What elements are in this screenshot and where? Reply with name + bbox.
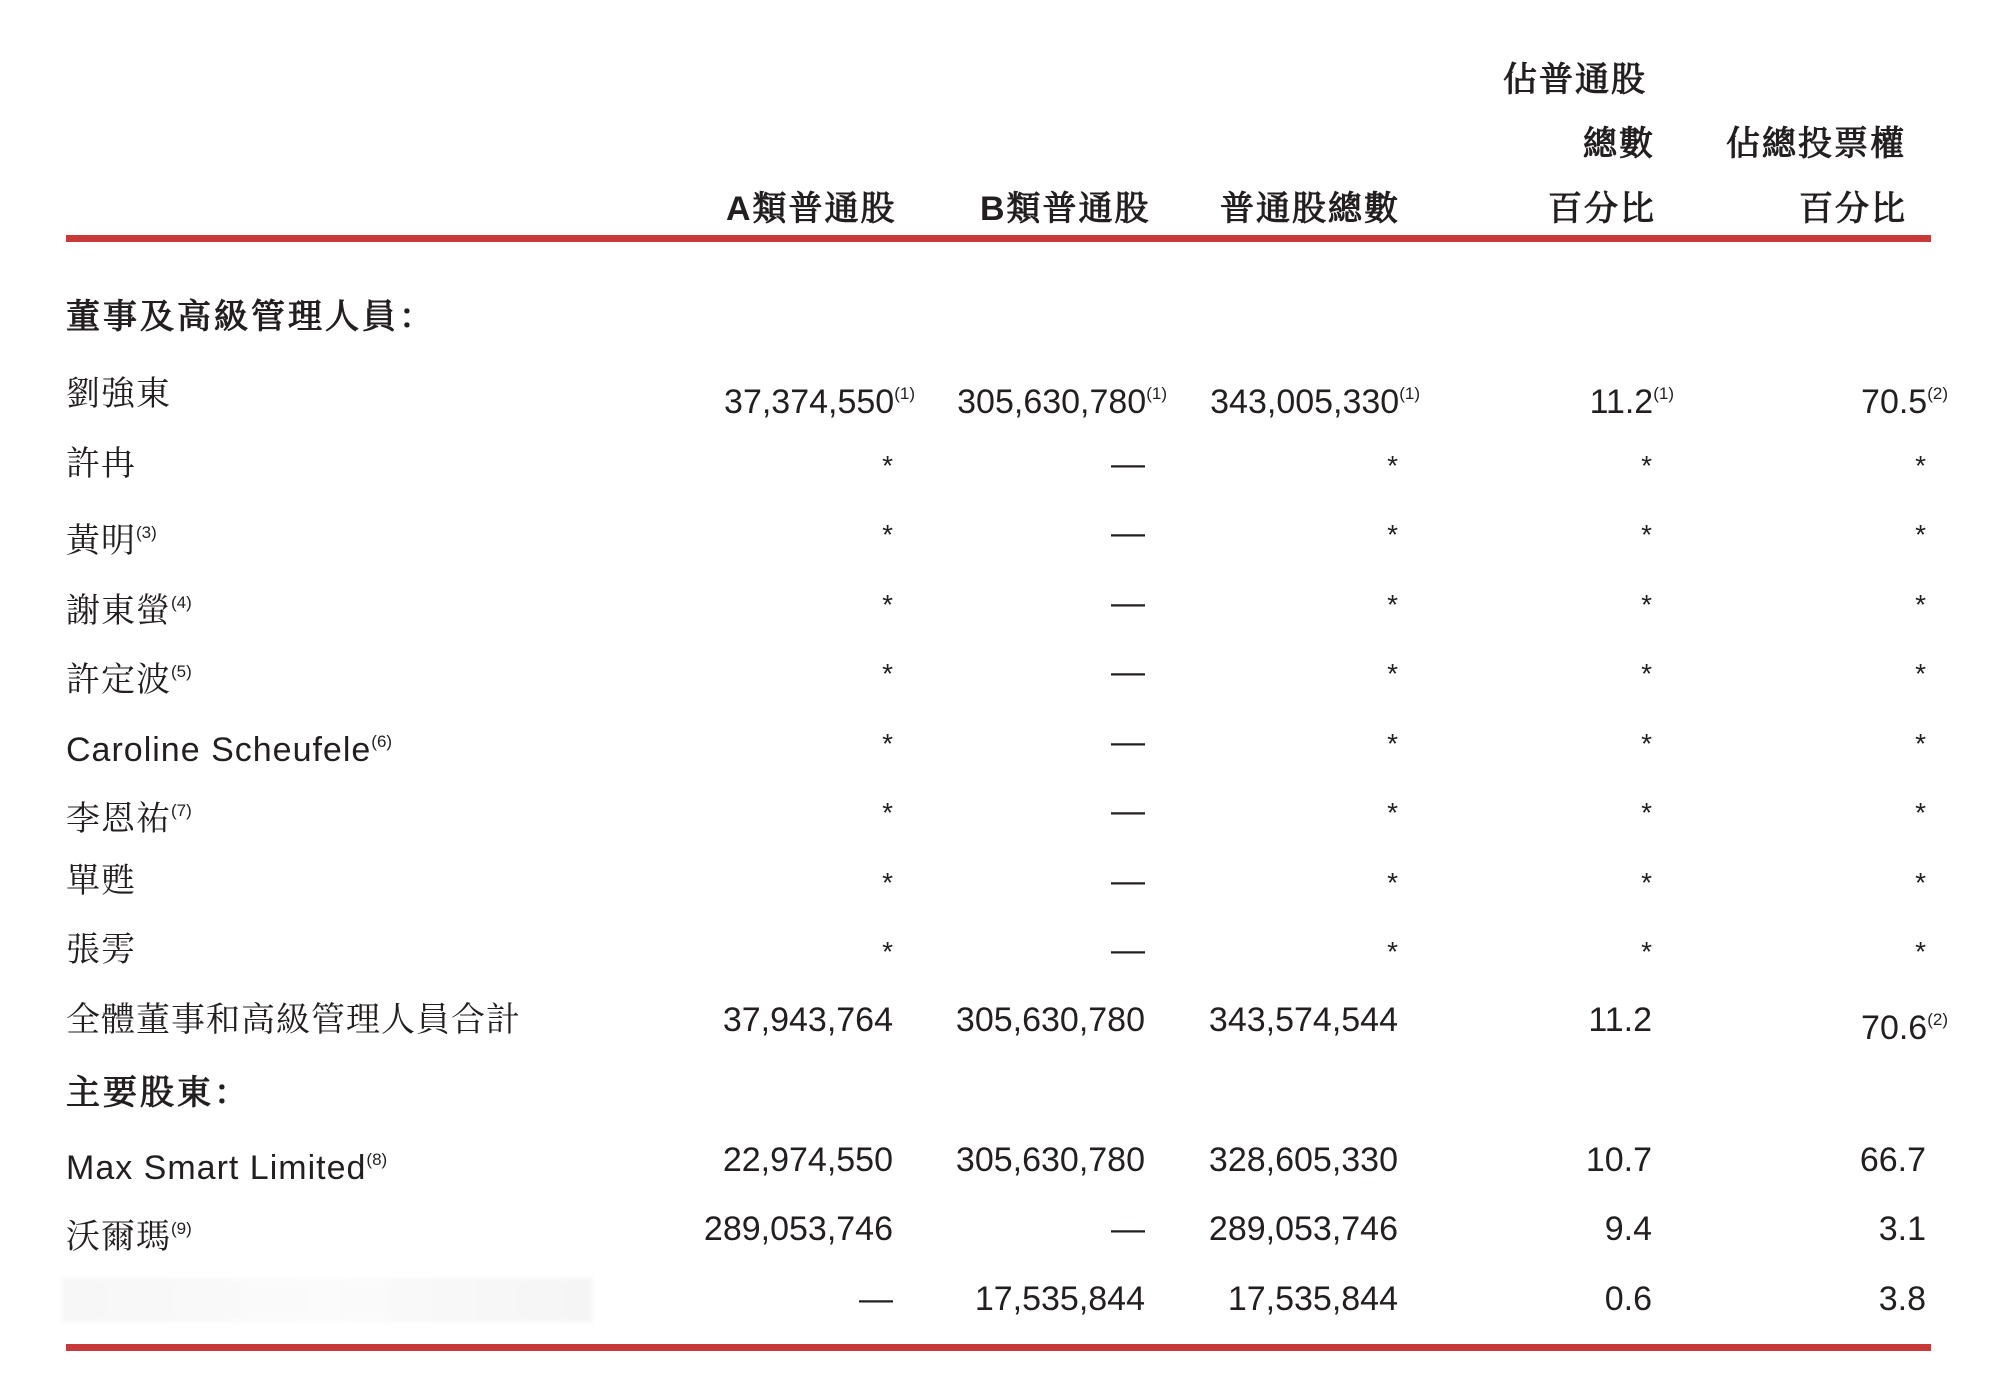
cell-total: * bbox=[1387, 519, 1398, 550]
footer-rule bbox=[66, 1344, 1931, 1351]
footnote-ref: (1) bbox=[1653, 384, 1674, 403]
cell-a: * bbox=[882, 728, 893, 759]
cell-vote: 3.8 bbox=[1878, 1280, 1926, 1318]
cell-a: 22,974,550 bbox=[722, 1141, 893, 1179]
cell-total: * bbox=[1387, 658, 1398, 689]
footnote-ref: (1) bbox=[1146, 384, 1167, 403]
cell-b: — bbox=[1111, 514, 1145, 552]
cell-vote: * bbox=[1915, 797, 1926, 828]
table-row bbox=[0, 576, 1996, 630]
table-row bbox=[0, 854, 1996, 908]
row-name: 黃明$^{(3)}$ bbox=[66, 522, 157, 560]
table-row bbox=[0, 645, 1996, 699]
cell-pct: * bbox=[1641, 867, 1652, 898]
cell-pct: * bbox=[1641, 728, 1652, 759]
cell-total: * bbox=[1387, 728, 1398, 759]
row-name: 許冉 bbox=[66, 445, 136, 483]
cell-total: 343,005,330$^{(1)}$ bbox=[1210, 383, 1420, 421]
table-row bbox=[0, 1133, 1996, 1187]
table-row bbox=[0, 715, 1996, 769]
header-class-b: B類普通股 bbox=[980, 190, 1151, 228]
cell-vote: * bbox=[1915, 658, 1926, 689]
header-rule bbox=[66, 235, 1931, 242]
cell-vote: * bbox=[1915, 450, 1926, 481]
table-row bbox=[0, 784, 1996, 838]
cell-total: 17,535,844 bbox=[1227, 1280, 1398, 1318]
cell-a: 37,943,764 bbox=[722, 1001, 893, 1039]
cell-total: * bbox=[1387, 936, 1398, 967]
table-row bbox=[0, 1202, 1996, 1256]
cell-total: 328,605,330 bbox=[1208, 1141, 1398, 1179]
redacted-name bbox=[62, 1278, 592, 1322]
cell-b: — bbox=[1111, 792, 1145, 830]
cell-b: 305,630,780 bbox=[955, 1141, 1145, 1179]
header-col4-line2: 總數 bbox=[1583, 125, 1655, 163]
cell-pct: * bbox=[1641, 450, 1652, 481]
cell-b: — bbox=[1111, 862, 1145, 900]
cell-a: * bbox=[882, 867, 893, 898]
cell-vote: 66.7 bbox=[1859, 1141, 1926, 1179]
cell-total: * bbox=[1387, 867, 1398, 898]
cell-vote: * bbox=[1915, 867, 1926, 898]
cell-b: — bbox=[1111, 931, 1145, 969]
cell-pct: * bbox=[1641, 589, 1652, 620]
cell-pct: * bbox=[1641, 797, 1652, 828]
cell-total: * bbox=[1387, 450, 1398, 481]
cell-b: 17,535,844 bbox=[974, 1280, 1145, 1318]
footnote-ref: (8) bbox=[366, 1150, 388, 1169]
cell-b: 305,630,780$^{(1)}$ bbox=[957, 383, 1167, 421]
footnote-ref: (2) bbox=[1927, 384, 1948, 403]
cell-a: * bbox=[882, 658, 893, 689]
row-name: 許定波$^{(5)}$ bbox=[66, 661, 192, 699]
cell-pct: 10.7 bbox=[1585, 1141, 1652, 1179]
cell-pct: * bbox=[1641, 936, 1652, 967]
cell-a: * bbox=[882, 936, 893, 967]
cell-pct: * bbox=[1641, 658, 1652, 689]
row-name: 李恩祐$^{(7)}$ bbox=[66, 800, 192, 838]
row-name: Max Smart Limited$^{(8)}$ bbox=[66, 1149, 388, 1187]
footnote-ref: (9) bbox=[171, 1219, 192, 1238]
cell-vote: 70.6$^{(2)}$ bbox=[1861, 1009, 1948, 1047]
cell-a: * bbox=[882, 797, 893, 828]
table-row bbox=[0, 506, 1996, 560]
cell-b: — bbox=[1111, 445, 1145, 483]
cell-a: — bbox=[859, 1280, 893, 1318]
footnote-ref: (7) bbox=[171, 801, 192, 820]
row-name: 謝東螢$^{(4)}$ bbox=[66, 592, 192, 630]
footnote-ref: (6) bbox=[371, 732, 393, 751]
footnote-ref: (1) bbox=[1399, 384, 1420, 403]
footnote-ref: (4) bbox=[171, 593, 192, 612]
header-col4-line3: 百分比 bbox=[1548, 190, 1656, 228]
cell-pct: * bbox=[1641, 519, 1652, 550]
cell-b: — bbox=[1111, 1210, 1145, 1248]
row-name: 全體董事和高級管理人員合計 bbox=[66, 1001, 521, 1039]
cell-a: 37,374,550$^{(1)}$ bbox=[724, 383, 915, 421]
row-name: 張雱 bbox=[66, 931, 136, 969]
cell-a: * bbox=[882, 519, 893, 550]
cell-vote: * bbox=[1915, 936, 1926, 967]
table-row bbox=[0, 993, 1996, 1047]
cell-vote: * bbox=[1915, 519, 1926, 550]
cell-pct: 9.4 bbox=[1604, 1210, 1652, 1248]
row-name: 劉強東 bbox=[66, 375, 171, 413]
cell-pct: 0.6 bbox=[1604, 1280, 1652, 1318]
section-directors-title: 董事及高級管理人員： bbox=[66, 298, 436, 336]
cell-vote: * bbox=[1915, 728, 1926, 759]
cell-total: 343,574,544 bbox=[1208, 1001, 1398, 1039]
table-row bbox=[0, 367, 1996, 421]
section-principal-shareholders-title: 主要股東： bbox=[66, 1074, 251, 1112]
cell-b: — bbox=[1111, 653, 1145, 691]
table-row bbox=[0, 437, 1996, 491]
header-total-shares: 普通股總數 bbox=[1220, 190, 1400, 228]
cell-b: — bbox=[1111, 584, 1145, 622]
footnote-ref: (5) bbox=[171, 662, 192, 681]
cell-pct: 11.2$^{(1)}$ bbox=[1589, 383, 1674, 421]
row-name: Caroline Scheufele$^{(6)}$ bbox=[66, 731, 393, 769]
cell-total: * bbox=[1387, 589, 1398, 620]
cell-vote: * bbox=[1915, 589, 1926, 620]
header-col5-line2: 百分比 bbox=[1799, 190, 1907, 228]
header-col5-line1: 佔總投票權 bbox=[1726, 125, 1906, 163]
footnote-ref: (2) bbox=[1927, 1010, 1948, 1029]
row-name: 單甦 bbox=[66, 862, 136, 900]
cell-a: * bbox=[882, 589, 893, 620]
cell-total: * bbox=[1387, 797, 1398, 828]
cell-a: * bbox=[882, 450, 893, 481]
row-name: 沃爾瑪$^{(9)}$ bbox=[66, 1218, 192, 1256]
table-row bbox=[0, 1272, 1996, 1326]
cell-vote: 70.5$^{(2)}$ bbox=[1861, 383, 1948, 421]
header-class-a: A類普通股 bbox=[726, 190, 897, 228]
cell-a: 289,053,746 bbox=[703, 1210, 893, 1248]
cell-b: — bbox=[1111, 723, 1145, 761]
header-col4-line1: 佔普通股 bbox=[1503, 61, 1647, 99]
table-row bbox=[0, 923, 1996, 977]
cell-pct: 11.2 bbox=[1588, 1001, 1652, 1039]
cell-vote: 3.1 bbox=[1878, 1210, 1926, 1248]
cell-b: 305,630,780 bbox=[955, 1001, 1145, 1039]
footnote-ref: (1) bbox=[894, 384, 915, 403]
footnote-ref: (3) bbox=[136, 523, 157, 542]
cell-total: 289,053,746 bbox=[1208, 1210, 1398, 1248]
